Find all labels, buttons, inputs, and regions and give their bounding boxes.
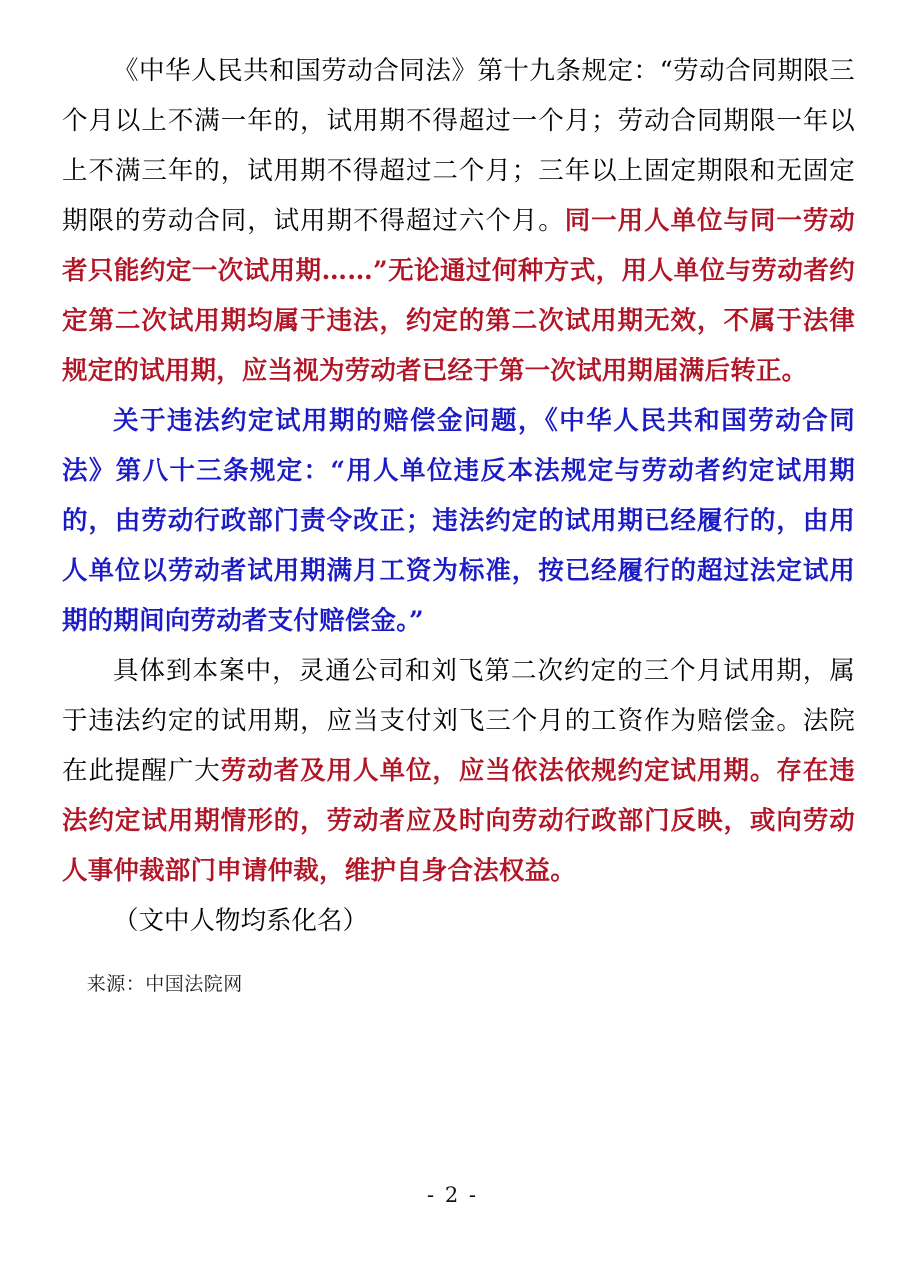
- alias-note: （文中人物均系化名）: [113, 906, 369, 936]
- page-number: - 2 -: [427, 1183, 478, 1207]
- paragraph-law-article-19: [62, 46, 855, 396]
- source-line: 来源：中国法院网: [86, 973, 243, 995]
- paragraph-3-black-text: 具体到本案中，灵通公司和刘飞第二次约定的三个月试用期，属于违法约定的试用期，应当支付刘飞三个月的工资作为赔偿金。法院在此提醒广大: [62, 656, 855, 786]
- paragraph-2-blue-text: 关于违法约定试用期的赔偿金问题，《中华人民共和国劳动合同法》第八十三条规定：“用人单位违反本法规定与劳动者约定试用期的，由劳动行政部门责令改正；违法约定的试用期已经履行的，由用人单位以劳动者试用期满月工资为标准，按已经履行的超过法定试用期的期间向劳动者支付赔偿金。”: [62, 406, 855, 636]
- paragraph-1-black-text: 《中华人民共和国劳动合同法》第十九条规定：“劳动合同期限三个月以上不满一年的，试用期不得超过一个月；劳动合同期限一年以上不满三年的，试用期不得超过二个月；三年以上固定期限和无固定期限的劳动合同，试用期不得超过六个月。: [62, 56, 855, 236]
- paragraph-case-analysis: [62, 646, 855, 896]
- paragraph-law-article-83: [62, 396, 855, 646]
- document-body: [62, 46, 855, 1000]
- paragraph-3-red-text: 劳动者及用人单位，应当依法依规约定试用期。存在违法约定试用期情形的，劳动者应及时向劳动行政部门反映，或向劳动人事仲裁部门申请仲裁，维护自身合法权益。: [62, 756, 855, 886]
- paragraph-1-red-text: 同一用人单位与同一劳动者只能约定一次试用期……”无论通过何种方式，用人单位与劳动者约定第二次试用期均属于违法，约定的第二次试用期无效，不属于法律规定的试用期，应当视为劳动者已经于第一次试用期届满后转正。: [62, 206, 856, 386]
